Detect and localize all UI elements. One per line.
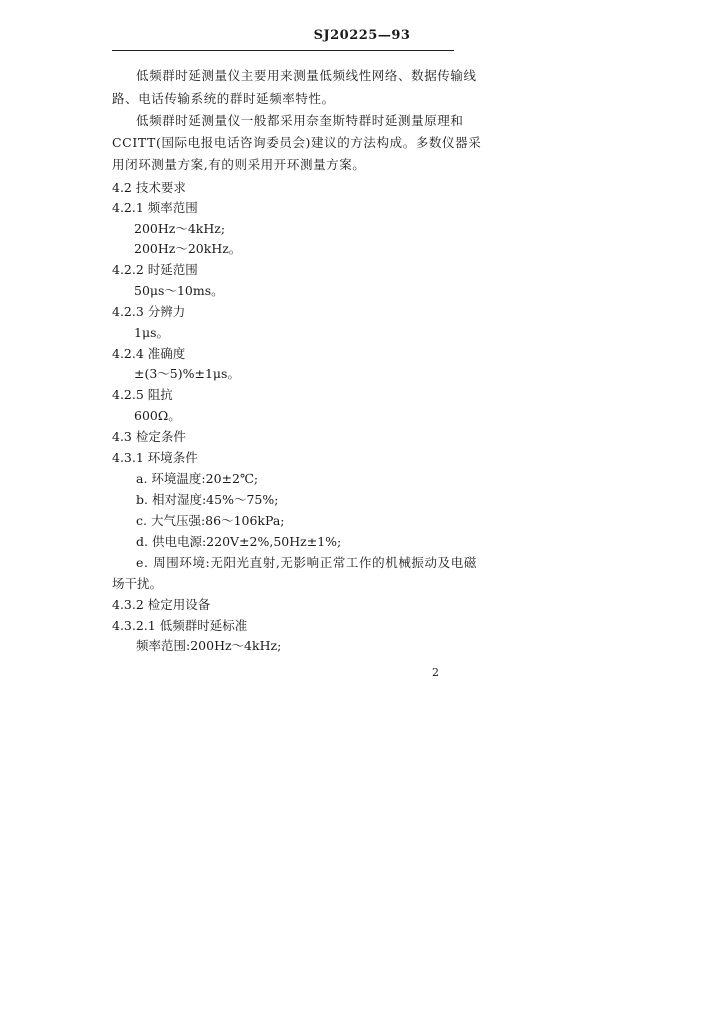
- impedance-value: 600Ω。: [134, 408, 181, 423]
- section-4-3-2-1-heading: 4.3.2.1 低频群时延标准: [112, 618, 248, 633]
- env-item-c: c. 大气压强:86～106kPa;: [136, 513, 285, 528]
- section-4-3-2-heading: 4.3.2 检定用设备: [112, 597, 211, 612]
- env-item-b: b. 相对湿度:45%～75%;: [136, 492, 279, 507]
- header-rule: [112, 50, 454, 51]
- standard-freq-range: 频率范围:200Hz～4kHz;: [136, 638, 282, 653]
- para2-line3: 用闭环测量方案,有的则采用开环测量方案。: [112, 157, 366, 172]
- section-4-2-2-heading: 4.2.2 时延范围: [112, 262, 198, 277]
- freq-range-a: 200Hz～4kHz;: [134, 221, 226, 236]
- section-4-3-1-heading: 4.3.1 环境条件: [112, 450, 198, 465]
- accuracy-value: ±(3～5)%±1μs。: [134, 366, 240, 381]
- env-item-e-line2: 场干扰。: [112, 576, 163, 591]
- para1-line1: 低频群时延测量仪主要用来测量低频线性网络、数据传输线: [136, 68, 477, 83]
- section-4-2-4-heading: 4.2.4 准确度: [112, 346, 186, 361]
- para2-line2: CCITT(国际电报电话咨询委员会)建议的方法构成。多数仪器采: [112, 135, 482, 150]
- para2-line1: 低频群时延测量仪一般都采用奈奎斯特群时延测量原理和: [136, 113, 464, 128]
- env-item-a: a. 环境温度:20±2℃;: [136, 471, 259, 486]
- resolution-value: 1μs。: [134, 325, 169, 340]
- page-number: 2: [432, 666, 439, 679]
- standard-code: SJ20225—93: [313, 28, 411, 43]
- section-4-3-heading: 4.3 检定条件: [112, 429, 186, 444]
- section-4-2-5-heading: 4.2.5 阻抗: [112, 387, 173, 402]
- section-4-2-1-heading: 4.2.1 频率范围: [112, 200, 198, 215]
- delay-range-value: 50μs～10ms。: [134, 283, 224, 298]
- section-4-2-3-heading: 4.2.3 分辨力: [112, 304, 186, 319]
- env-item-e-line1: e. 周围环境:无阳光直射,无影响正常工作的机械振动及电磁: [136, 555, 477, 570]
- env-item-d: d. 供电电源:220V±2%,50Hz±1%;: [136, 534, 342, 549]
- para1-line2: 路、电话传输系统的群时延频率特性。: [112, 91, 335, 106]
- freq-range-b: 200Hz～20kHz。: [134, 241, 242, 256]
- section-4-2-heading: 4.2 技术要求: [112, 180, 186, 195]
